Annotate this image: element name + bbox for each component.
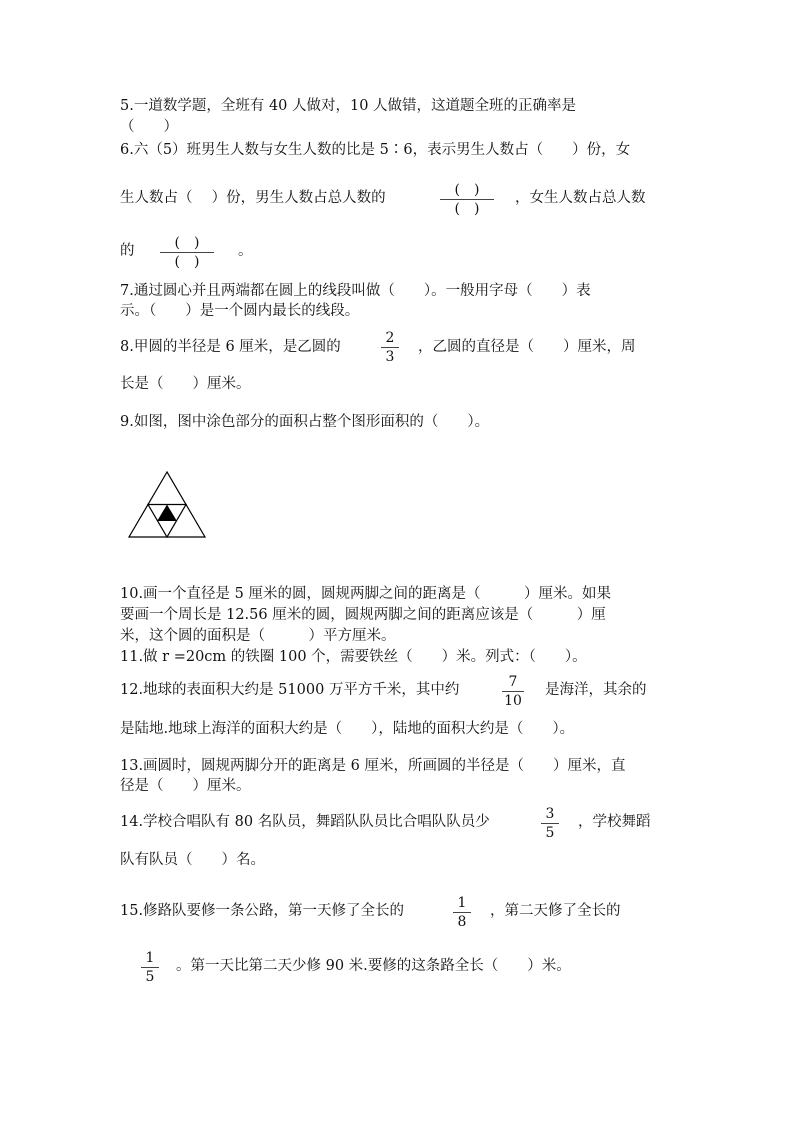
q10-line2: 要画一个周长是 12.56 厘米的圆，圆规两脚之间的距离应该是（ ）厘: [120, 607, 606, 623]
fraction-denominator: 8: [457, 914, 467, 930]
q14-line2: 队有队员（ ）名。: [120, 852, 265, 868]
fraction-numerator: ( ): [454, 182, 480, 198]
q6-line2a: 生人数占（ ）份，男生人数占总人数的: [120, 190, 386, 206]
q15-line1b: ，第二天修了全长的: [490, 903, 621, 919]
q8-line2: 长是（ ）厘米。: [120, 376, 251, 392]
shaded-triangle: [158, 506, 176, 521]
q13-line1: 13.画圆时，圆规两脚分开的距离是 6 厘米，所画圆的半径是（ ）厘米，直: [120, 758, 626, 774]
fraction-denominator: 3: [385, 349, 395, 365]
q6-fraction-blank-2: [160, 235, 214, 270]
q6-line3a: 的: [120, 243, 135, 259]
q11-line1: 11.做 r =20cm 的铁圈 100 个，需要铁丝（ ）米。列式：（ ）。: [120, 649, 587, 665]
fraction-denominator: ( ): [454, 201, 480, 217]
fraction-numerator: 1: [457, 895, 467, 911]
q14-line1b: ，学校舞蹈: [578, 814, 651, 830]
fraction-bar: [160, 252, 214, 253]
q5-line1: 5.一道数学题，全班有 40 人做对，10 人做错，这道题全班的正确率是: [120, 98, 577, 114]
q12-line2: 是陆地.地球上海洋的面积大约是（ ），陆地的面积大约是（ ）。: [120, 721, 575, 737]
fraction-bar: [141, 967, 159, 968]
q6-fraction-blank-1: [440, 182, 494, 217]
q13-line2: 径是（ ）厘米。: [120, 778, 251, 794]
fraction-numerator: ( ): [174, 235, 200, 251]
fraction-bar: [541, 823, 559, 824]
q15-fraction-1: [453, 895, 471, 930]
q10-line3: 米，这个圆的面积是（ ）平方厘米。: [120, 628, 396, 644]
triangle-figure: [126, 470, 208, 540]
q10-line1: 10.画一个直径是 5 厘米的圆，圆规两脚之间的距离是（ ）厘米。如果: [120, 586, 612, 602]
q15-line1a: 15.修路队要修一条公路，第一天修了全长的: [120, 903, 405, 919]
fraction-numerator: 1: [145, 950, 155, 966]
q14-line1a: 14.学校合唱队有 80 名队员，舞蹈队队员比合唱队队员少: [120, 814, 490, 830]
q6-line2b: ，女生人数占总人数: [515, 190, 646, 206]
fraction-numerator: 3: [545, 806, 555, 822]
fraction-numerator: 7: [508, 674, 518, 690]
fraction-bar: [381, 347, 399, 348]
q8-line1a: 8.甲圆的半径是 6 厘米，是乙圆的: [120, 339, 341, 355]
q7-line1: 7.通过圆心并且两端都在圆上的线段叫做（ ）。一般用字母（ ）表: [120, 283, 591, 299]
q7-line2: 示。（ ）是一个圆内最长的线段。: [120, 303, 360, 319]
q15-line2: 。第一天比第二天少修 90 米.要修的这条路全长（ ）米。: [176, 958, 571, 974]
q12-line1a: 12.地球的表面积大约是 51000 万平方千米，其中约: [120, 682, 460, 698]
q8-line1b: ，乙圆的直径是（ ）厘米，周: [418, 339, 636, 355]
q5-line2: （ ）: [120, 119, 178, 135]
fraction-denominator: 10: [504, 693, 522, 709]
q6-line3b: 。: [238, 243, 253, 259]
fraction-denominator: 5: [145, 969, 155, 985]
q8-fraction: [381, 330, 399, 365]
q15-fraction-2: [141, 950, 159, 985]
fraction-bar: [453, 912, 471, 913]
q6-line1: 6.六（5）班男生人数与女生人数的比是 5∶6，表示男生人数占（ ）份，女: [120, 142, 631, 158]
q12-line1b: 是海洋，其余的: [545, 682, 647, 698]
q9-line1: 9.如图，图中涂色部分的面积占整个图形面积的（ ）。: [120, 414, 490, 430]
fraction-bar: [440, 199, 494, 200]
fraction-numerator: 2: [385, 330, 395, 346]
q14-fraction: [541, 806, 559, 841]
q12-fraction: [502, 674, 524, 709]
fraction-bar: [502, 691, 524, 692]
fraction-denominator: 5: [545, 825, 555, 841]
fraction-denominator: ( ): [174, 254, 200, 270]
